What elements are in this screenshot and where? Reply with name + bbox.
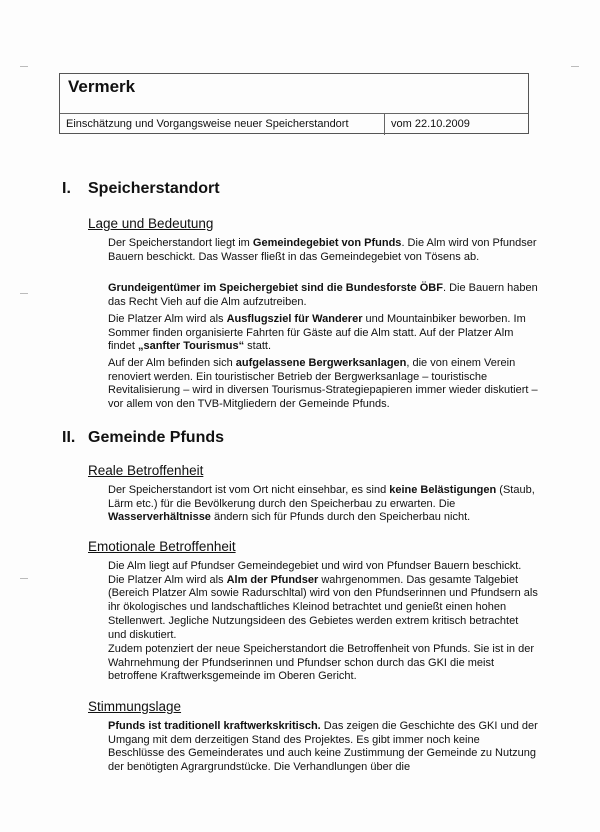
scan-mark bbox=[20, 66, 28, 67]
header-divider bbox=[384, 114, 385, 135]
memo-header-box bbox=[59, 73, 529, 134]
text-run: , die von einem Verein renoviert werden. Ein touristischer Betrieb der Bergwerksanlage – touristische Revitalisierung – wird in diversen Tourismus-Strategiepapieren immer wieder diskutiert – vor allem von den TVB-Mitgliedern der Gemeinde Pfunds. bbox=[108, 357, 538, 411]
bold-text: Grundeigentümer im Speichergebiet sind die Bundesforste ÖBF bbox=[108, 282, 443, 294]
subheading-emotionale: Emotionale Betroffenheit bbox=[88, 539, 236, 554]
bold-text: aufgelassene Bergwerksanlagen bbox=[235, 357, 407, 369]
paragraph bbox=[108, 282, 538, 309]
text-run: ändern sich für Pfunds durch den Speicherbau nicht. bbox=[210, 511, 471, 524]
section-title: Gemeinde Pfunds bbox=[88, 429, 225, 446]
memo-subject: Einschätzung und Vorgangsweise neuer Speicherstandort bbox=[66, 118, 349, 130]
section-number: II. bbox=[62, 429, 76, 446]
bold-text: Ausflugsziel für Wanderer bbox=[226, 313, 363, 325]
text-run: . Die Alm wird von Pfundser Bauern beschickt. Das Wasser fließt in das Gemeindegebiet von Tösens ab. bbox=[108, 237, 537, 263]
subheading-lage: Lage und Bedeutung bbox=[88, 216, 214, 231]
text-run: Die Platzer Alm wird als bbox=[108, 313, 227, 325]
bold-text: „sanfter Tourismus“ bbox=[137, 340, 245, 353]
text-run: Das zeigen die Geschichte des GKI und der Umgang mit dem derzeitigen Stand des Projektes. Es gibt immer noch keine Beschlüsse des Gemeinderates und auch keine Zustimmung der Gemeinde zu Nutzung der benötigten Agrargrundstücke. Die Verhandlungen über die bbox=[108, 720, 538, 774]
text-run: wahrgenommen. Das gesamte Talgebiet (Bereich Platzer Alm sowie Radurschltal) wird von den Pfundserinnen und Pfundsern als ihr ökologisches und landschaftliches Kleinod betrachtet und genießt einen hohen Stellenwert. Jegliche Nutzungsideen des Gebietes werden extrem kritisch betrachtet und diskutiert. bbox=[108, 573, 538, 641]
paragraph bbox=[108, 560, 538, 642]
text-run: Der Speicherstandort liegt im bbox=[108, 237, 253, 249]
paragraph bbox=[108, 643, 538, 684]
scan-mark bbox=[20, 578, 28, 579]
paragraph bbox=[108, 484, 538, 525]
text-run: und Mountainbiker beworben. Im Sommer finden organisierte Fahrten für Gäste auf die Alm statt. Auf der Platzer Alm findet bbox=[108, 313, 526, 353]
paragraph bbox=[108, 313, 538, 354]
section-title: Speicherstandort bbox=[88, 180, 220, 197]
bold-text: keine Belästigungen bbox=[389, 484, 497, 496]
text-run: . Die Bauern haben das Recht Vieh auf die Alm aufzutreiben. bbox=[108, 282, 538, 308]
scan-mark bbox=[571, 66, 579, 67]
bold-text: Wasserverhältnisse bbox=[108, 511, 211, 524]
text-run: Zudem potenziert der neue Speicherstandort die Betroffenheit von Pfunds. Sie ist in der Wahrnehmung der Pfundserinnen und Pfundser schon durch das GKI die meist betroffene Kraftwerksgemeinde im Oberen Gericht. bbox=[108, 643, 534, 683]
bold-text: Pfunds ist traditionell kraftwerkskritisch. bbox=[108, 720, 321, 732]
text-run: (Staub, Lärm etc.) für die Bevölkerung durch den Speicherbau zu erwarten. Die bbox=[108, 484, 535, 510]
text-run: Die Alm liegt auf Pfundser Gemeindegebiet und wird von Pfundser Bauern beschickt. Die Platzer Alm wird als bbox=[108, 560, 522, 586]
memo-title: Vermerk bbox=[68, 77, 136, 96]
paragraph bbox=[108, 720, 538, 775]
paragraph bbox=[108, 237, 538, 264]
memo-date: vom 22.10.2009 bbox=[391, 118, 470, 130]
bold-text: Alm der Pfundser bbox=[226, 573, 319, 586]
text-run: Auf der Alm befinden sich bbox=[108, 357, 236, 369]
section-number: I. bbox=[62, 180, 71, 197]
memo-subject-row bbox=[60, 113, 528, 135]
paragraph bbox=[108, 357, 538, 412]
bold-text: Gemeindegebiet von Pfunds bbox=[252, 237, 402, 249]
text-run: Der Speicherstandort ist vom Ort nicht einsehbar, es sind bbox=[108, 484, 390, 496]
subheading-reale: Reale Betroffenheit bbox=[88, 463, 204, 478]
scan-mark bbox=[20, 293, 28, 294]
subheading-stimmung: Stimmungslage bbox=[88, 699, 182, 714]
text-run: statt. bbox=[244, 340, 272, 353]
